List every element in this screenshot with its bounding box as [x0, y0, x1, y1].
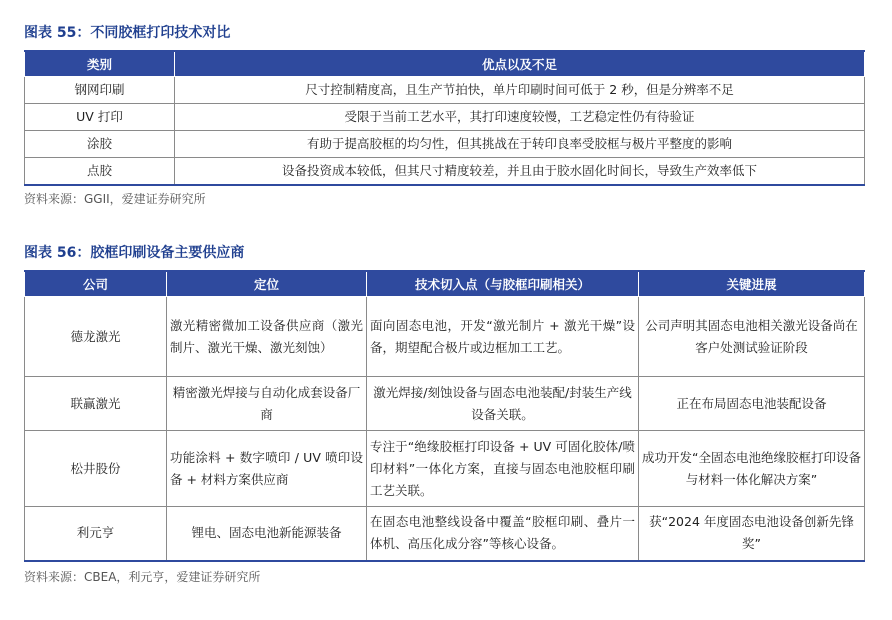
description-cell: 受限于当前工艺水平，其打印速度较慢，工艺稳定性仍有待验证	[175, 104, 865, 131]
table55	[24, 50, 865, 186]
technology-cell: 专注于“绝缘胶框打印设备 + UV 可固化胶体/喷印材料”一体化方案，直接与固态电池胶框印刷工艺关联。	[367, 431, 639, 507]
table-row	[25, 104, 865, 131]
positioning-cell: 锂电、固态电池新能源装备	[167, 507, 367, 561]
technology-cell: 面向固态电池，开发“激光制片 + 激光干燥”设备，期望配合极片或边框加工工艺。	[367, 297, 639, 377]
category-cell: UV 打印	[25, 104, 175, 131]
category-cell: 钢网印刷	[25, 77, 175, 104]
table56-source: 资料来源：CBEA，利元亨，爱建证券研究所	[24, 570, 261, 584]
positioning-cell: 功能涂料 + 数字喷印 / UV 喷印设备 + 材料方案供应商	[167, 431, 367, 507]
table55-source: 资料来源：GGII，爱建证券研究所	[24, 192, 206, 206]
technology-cell: 激光焊接/刻蚀设备与固态电池装配/封装生产线设备关联。	[367, 377, 639, 431]
header-company: 公司	[25, 271, 167, 297]
progress-cell: 正在布局固态电池装配设备	[639, 377, 865, 431]
header-technology: 技术切入点（与胶框印刷相关）	[367, 271, 639, 297]
table56-header-row	[25, 271, 865, 297]
company-cell: 松井股份	[25, 431, 167, 507]
table-row	[25, 131, 865, 158]
category-cell: 涂胶	[25, 131, 175, 158]
positioning-cell: 精密激光焊接与自动化成套设备厂商	[167, 377, 367, 431]
table-row	[25, 158, 865, 186]
header-positioning: 定位	[167, 271, 367, 297]
table55-header-row	[25, 51, 865, 77]
progress-cell: 成功开发“全固态电池绝缘胶框打印设备与材料一体化解决方案”	[639, 431, 865, 507]
company-cell: 德龙激光	[25, 297, 167, 377]
header-pros-cons: 优点以及不足	[175, 51, 865, 77]
table-row	[25, 77, 865, 104]
header-progress: 关键进展	[639, 271, 865, 297]
description-cell: 有助于提高胶框的均匀性，但其挑战在于转印良率受胶框与极片平整度的影响	[175, 131, 865, 158]
technology-cell: 在固态电池整线设备中覆盖“胶框印刷、叠片一体机、高压化成分容”等核心设备。	[367, 507, 639, 561]
table-row	[25, 297, 865, 377]
progress-cell: 获“2024 年度固态电池设备创新先锋奖”	[639, 507, 865, 561]
table-row	[25, 431, 865, 507]
positioning-cell: 激光精密微加工设备供应商（激光制片、激光干燥、激光刻蚀）	[167, 297, 367, 377]
table56-title: 图表 56：胶框印刷设备主要供应商	[24, 245, 245, 261]
table56	[24, 270, 865, 562]
progress-cell: 公司声明其固态电池相关激光设备尚在客户处测试验证阶段	[639, 297, 865, 377]
header-category: 类别	[25, 51, 175, 77]
table-row	[25, 507, 865, 561]
description-cell: 设备投资成本较低，但其尺寸精度较差，并且由于胶水固化时间长，导致生产效率低下	[175, 158, 865, 186]
company-cell: 联赢激光	[25, 377, 167, 431]
table55-title: 图表 55：不同胶框打印技术对比	[24, 25, 231, 41]
company-cell: 利元亨	[25, 507, 167, 561]
description-cell: 尺寸控制精度高，且生产节拍快，单片印刷时间可低于 2 秒，但是分辨率不足	[175, 77, 865, 104]
table-row	[25, 377, 865, 431]
category-cell: 点胶	[25, 158, 175, 186]
